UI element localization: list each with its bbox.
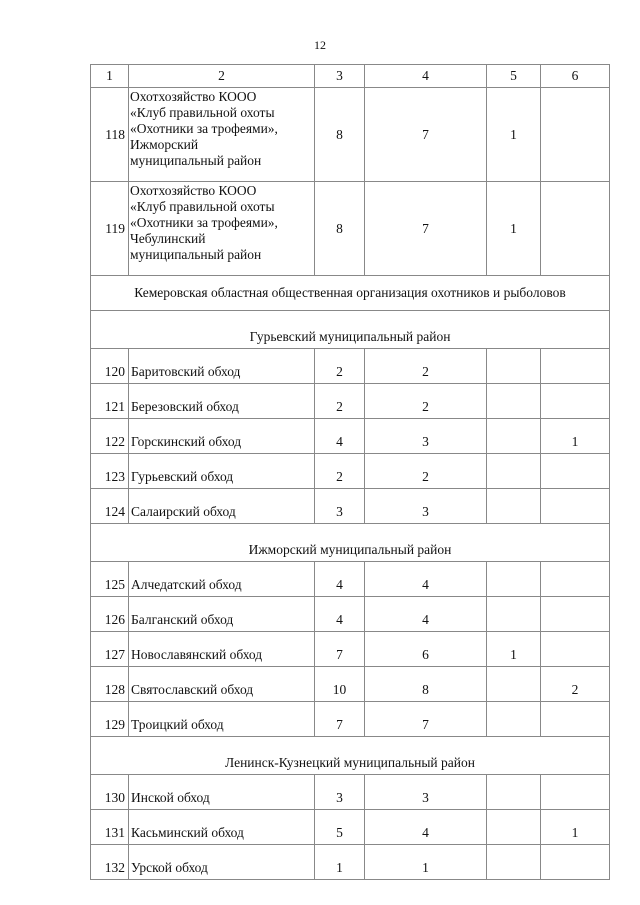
- name-line: муниципальный район: [130, 247, 262, 262]
- value-cell: 10: [315, 667, 365, 702]
- value-cell: 1: [487, 88, 541, 182]
- column-header: 1: [91, 65, 129, 88]
- hunting-ground-name: Салаирский обход: [129, 489, 315, 524]
- table-row: [91, 454, 610, 489]
- name-line: Чебулинский: [130, 231, 206, 246]
- hunting-ground-name: Горскинский обход: [129, 419, 315, 454]
- row-number: 130: [91, 775, 129, 810]
- page-number: 12: [314, 38, 326, 52]
- value-cell: [541, 632, 610, 667]
- value-cell: [487, 845, 541, 880]
- row-number: 124: [91, 489, 129, 524]
- table-row: [91, 489, 610, 524]
- name-line: «Охотники за трофеями»,: [130, 215, 278, 230]
- row-number: 127: [91, 632, 129, 667]
- district-title: Ленинск-Кузнецкий муниципальный район: [91, 737, 610, 775]
- row-number: 121: [91, 384, 129, 419]
- value-cell: 1: [365, 845, 487, 880]
- hunting-grounds-table: [90, 64, 610, 880]
- hunting-ground-name: Инской обход: [129, 775, 315, 810]
- value-cell: 1: [487, 182, 541, 276]
- table-row: [91, 775, 610, 810]
- value-cell: 2: [315, 384, 365, 419]
- value-cell: 6: [365, 632, 487, 667]
- district-row: [91, 311, 610, 349]
- organization-row: [91, 276, 610, 311]
- district-row: [91, 737, 610, 775]
- value-cell: [487, 419, 541, 454]
- value-cell: 4: [315, 597, 365, 632]
- value-cell: 5: [315, 810, 365, 845]
- value-cell: 3: [365, 775, 487, 810]
- district-title: Ижморский муниципальный район: [91, 524, 610, 562]
- value-cell: 7: [365, 702, 487, 737]
- value-cell: 1: [487, 632, 541, 667]
- value-cell: 4: [315, 562, 365, 597]
- value-cell: [487, 702, 541, 737]
- hunting-ground-name: Новославянский обход: [129, 632, 315, 667]
- district-title: Гурьевский муниципальный район: [91, 311, 610, 349]
- value-cell: 4: [365, 562, 487, 597]
- hunting-ground-name: Троицкий обход: [129, 702, 315, 737]
- table-row: [91, 349, 610, 384]
- value-cell: [487, 384, 541, 419]
- value-cell: 8: [365, 667, 487, 702]
- row-number: 118: [91, 88, 129, 182]
- value-cell: 3: [315, 775, 365, 810]
- hunting-ground-name: [129, 182, 315, 276]
- value-cell: [487, 454, 541, 489]
- value-cell: [487, 597, 541, 632]
- name-line: Ижморский: [130, 137, 199, 152]
- hunting-ground-name: Касьминский обход: [129, 810, 315, 845]
- value-cell: [541, 454, 610, 489]
- value-cell: [541, 775, 610, 810]
- hunting-ground-name: Баритовский обход: [129, 349, 315, 384]
- table-row: [91, 702, 610, 737]
- hunting-ground-name: Святославский обход: [129, 667, 315, 702]
- row-number: 123: [91, 454, 129, 489]
- value-cell: 2: [541, 667, 610, 702]
- value-cell: 2: [365, 384, 487, 419]
- name-line: «Клуб правильной охоты: [130, 105, 275, 120]
- table-row: [91, 597, 610, 632]
- table-row: [91, 419, 610, 454]
- value-cell: [541, 88, 610, 182]
- row-number: 119: [91, 182, 129, 276]
- row-number: 122: [91, 419, 129, 454]
- table-row: [91, 182, 610, 276]
- value-cell: [487, 667, 541, 702]
- value-cell: [487, 775, 541, 810]
- hunting-ground-name: Урской обход: [129, 845, 315, 880]
- value-cell: [487, 349, 541, 384]
- value-cell: [541, 562, 610, 597]
- value-cell: 8: [315, 182, 365, 276]
- table-header-row: [91, 65, 610, 88]
- column-header: 3: [315, 65, 365, 88]
- value-cell: [541, 597, 610, 632]
- value-cell: [541, 845, 610, 880]
- value-cell: [487, 562, 541, 597]
- name-line: Охотхозяйство КООО: [130, 89, 257, 104]
- column-header: 5: [487, 65, 541, 88]
- table-row: [91, 562, 610, 597]
- value-cell: 7: [315, 632, 365, 667]
- value-cell: [487, 489, 541, 524]
- hunting-ground-name: Алчедатский обход: [129, 562, 315, 597]
- value-cell: [541, 702, 610, 737]
- hunting-ground-name: Гурьевский обход: [129, 454, 315, 489]
- value-cell: 3: [365, 489, 487, 524]
- row-number: 125: [91, 562, 129, 597]
- value-cell: 3: [365, 419, 487, 454]
- row-number: 131: [91, 810, 129, 845]
- row-number: 128: [91, 667, 129, 702]
- value-cell: 4: [365, 810, 487, 845]
- name-line: Охотхозяйство КООО: [130, 183, 257, 198]
- value-cell: 3: [315, 489, 365, 524]
- row-number: 132: [91, 845, 129, 880]
- value-cell: 2: [365, 349, 487, 384]
- table-row: [91, 88, 610, 182]
- value-cell: 7: [365, 88, 487, 182]
- value-cell: 1: [541, 810, 610, 845]
- value-cell: 4: [365, 597, 487, 632]
- value-cell: [541, 182, 610, 276]
- column-header: 2: [129, 65, 315, 88]
- table-row: [91, 384, 610, 419]
- row-number: 129: [91, 702, 129, 737]
- hunting-ground-name: [129, 88, 315, 182]
- table-row: [91, 810, 610, 845]
- organization-title: Кемеровская областная общественная организация охотников и рыболовов: [91, 276, 610, 311]
- hunting-ground-name: Балганский обход: [129, 597, 315, 632]
- name-line: «Охотники за трофеями»,: [130, 121, 278, 136]
- value-cell: 1: [315, 845, 365, 880]
- table-row: [91, 845, 610, 880]
- value-cell: 1: [541, 419, 610, 454]
- value-cell: 8: [315, 88, 365, 182]
- value-cell: [487, 810, 541, 845]
- row-number: 126: [91, 597, 129, 632]
- value-cell: [541, 489, 610, 524]
- value-cell: 4: [315, 419, 365, 454]
- value-cell: 2: [365, 454, 487, 489]
- value-cell: 7: [365, 182, 487, 276]
- value-cell: [541, 349, 610, 384]
- value-cell: 2: [315, 454, 365, 489]
- value-cell: [541, 384, 610, 419]
- value-cell: 7: [315, 702, 365, 737]
- district-row: [91, 524, 610, 562]
- name-line: муниципальный район: [130, 153, 262, 168]
- hunting-ground-name: Березовский обход: [129, 384, 315, 419]
- name-line: «Клуб правильной охоты: [130, 199, 275, 214]
- value-cell: 2: [315, 349, 365, 384]
- column-header: 6: [541, 65, 610, 88]
- table-row: [91, 667, 610, 702]
- table-row: [91, 632, 610, 667]
- column-header: 4: [365, 65, 487, 88]
- row-number: 120: [91, 349, 129, 384]
